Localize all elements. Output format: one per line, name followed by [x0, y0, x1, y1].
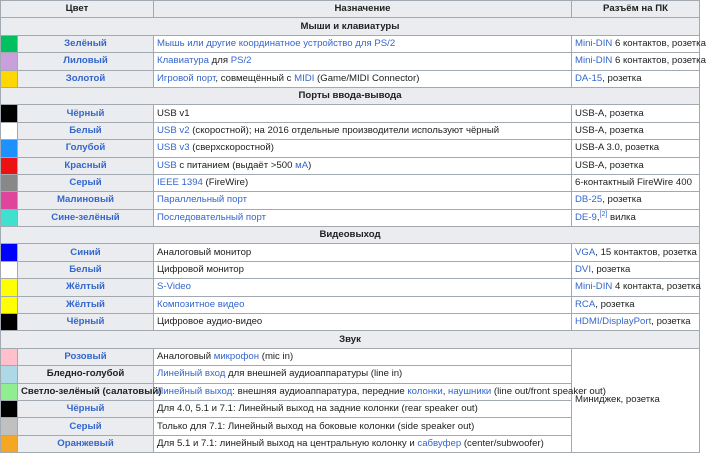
connector-cell [572, 279, 700, 296]
text-fragment: , розетка [602, 72, 642, 84]
text-fragment: , совмещённый с [215, 72, 295, 84]
color-name[interactable]: Лиловый [18, 53, 154, 70]
color-swatch [1, 296, 18, 313]
link[interactable]: мА [295, 159, 309, 171]
connector-cell [572, 157, 700, 174]
table-row [1, 296, 700, 313]
color-swatch [1, 261, 18, 278]
text-fragment: Для 5.1 и 7.1: линейный выход на центральную колонку и [157, 437, 418, 449]
text-fragment: USB-A 3.0, розетка [575, 142, 660, 154]
color-name[interactable]: Зелёный [18, 35, 154, 52]
text-fragment: для внешней аудиоаппаратуры (line in) [225, 368, 403, 380]
color-name: Бледно-голубой [18, 366, 154, 383]
color-swatch [1, 418, 18, 435]
section-title: Звук [1, 331, 700, 348]
link[interactable]: VGA [575, 246, 596, 258]
link[interactable]: сабвуфер [417, 437, 462, 449]
connector-cell [572, 261, 700, 278]
section-title: Мыши и клавиатуры [1, 18, 700, 35]
connector-cell [572, 105, 700, 122]
text-fragment: Только для 7.1: Линейный выход на боковые колонки (side speaker out) [157, 420, 475, 432]
text-fragment: (mic in) [259, 351, 294, 362]
color-swatch [1, 400, 18, 417]
text-fragment: 6-контактный FireWire 400 [575, 177, 692, 189]
color-swatch [1, 435, 18, 452]
color-swatch [1, 279, 18, 296]
link[interactable]: колонки [407, 385, 443, 397]
color-name[interactable]: Серый [18, 174, 154, 191]
purpose-cell [154, 192, 572, 209]
text-fragment: Цифровой монитор [157, 264, 244, 276]
color-swatch [1, 174, 18, 191]
table-row [1, 122, 700, 139]
color-name[interactable]: Синий [18, 244, 154, 261]
purpose-cell [154, 279, 572, 296]
link[interactable]: Мышь или другие координатное устройство для PS/2 [157, 37, 396, 49]
connector-cell [572, 314, 700, 331]
link[interactable]: наушники [448, 385, 492, 397]
table-row [1, 53, 700, 70]
link[interactable]: IEEE 1394 [157, 177, 203, 189]
section-header-row [1, 227, 700, 244]
color-swatch [1, 105, 18, 122]
text-fragment: ) [308, 159, 312, 171]
text-fragment: Цифровое аудио-видео [157, 316, 263, 328]
text-fragment: (скоростной); на 2016 отдельные производители используют чёрный [189, 124, 500, 136]
text-fragment: с питанием (выдаёт >500 [176, 159, 296, 171]
connector-cell [572, 244, 700, 261]
link[interactable]: DVI [575, 264, 591, 276]
text-fragment: : внешняя аудиоаппаратура, передние [232, 385, 408, 397]
purpose-cell [154, 209, 572, 226]
link[interactable]: Линейный вход [157, 368, 226, 380]
link[interactable]: Mini-DIN [575, 37, 613, 49]
text-fragment: USB v1 [157, 107, 190, 119]
color-name[interactable]: Чёрный [18, 314, 154, 331]
connector-cell [572, 35, 706, 52]
text-fragment: , [442, 385, 449, 397]
text-fragment: Аналоговый монитор [157, 246, 252, 258]
text-fragment: 6 контактов, розетка [612, 55, 706, 67]
link[interactable]: USB v2 [157, 124, 190, 136]
text-fragment: 4 контакта, розетка [612, 281, 701, 293]
table-row [1, 192, 700, 209]
table-row [1, 174, 700, 191]
color-name[interactable]: Розовый [18, 348, 154, 365]
table-row [1, 314, 700, 331]
section-title: Порты ввода-вывода [1, 87, 700, 104]
link[interactable]: USB v3 [157, 142, 190, 154]
color-name[interactable]: Красный [18, 157, 154, 174]
text-fragment: , розетка [602, 194, 642, 206]
table-row [1, 244, 700, 261]
connector-cell [572, 140, 700, 157]
color-name[interactable]: Голубой [18, 140, 154, 157]
color-name[interactable]: Жёлтый [18, 279, 154, 296]
color-name[interactable]: Серый [18, 418, 154, 435]
purpose-cell [154, 122, 572, 139]
text-fragment: 6 контактов, розетка [612, 37, 706, 49]
connector-cell-merged: Миниджек, розетка [572, 348, 700, 452]
table-row [1, 35, 700, 52]
link[interactable]: PS/2 [230, 55, 252, 67]
connector-cell [572, 296, 700, 313]
link[interactable]: Последовательный порт [157, 211, 266, 223]
text-fragment: USB-A, розетка [575, 159, 644, 171]
color-name: Светло-зелёный (салатовый) [18, 383, 154, 400]
text-fragment: вилка [607, 211, 636, 223]
purpose-cell [154, 70, 572, 87]
link[interactable]: Композитное видео [157, 298, 245, 310]
text-fragment: USB-A, розетка [575, 107, 644, 119]
color-name[interactable]: Белый [18, 122, 154, 139]
color-swatch [1, 314, 18, 331]
link[interactable]: Mini-DIN [575, 55, 613, 67]
column-header-color: Цвет [1, 1, 154, 18]
color-swatch [1, 383, 18, 400]
link[interactable]: S-Video [157, 281, 191, 293]
connector-cell [572, 209, 700, 226]
section-header-row [1, 331, 700, 348]
color-swatch [1, 157, 18, 174]
table-row [1, 140, 700, 157]
reference-sup: [2] [599, 210, 608, 218]
purpose-cell [154, 383, 606, 400]
text-fragment: (center/subwoofer) [461, 437, 544, 449]
link[interactable]: микрофон [213, 351, 260, 362]
table-row [1, 157, 700, 174]
link[interactable]: Клавиатура [157, 55, 209, 67]
text-fragment: (Game/MIDI Connector) [314, 72, 420, 84]
purpose-cell [154, 261, 572, 278]
color-name[interactable]: Оранжевый [18, 435, 154, 452]
color-name[interactable]: Белый [18, 261, 154, 278]
text-fragment: USB-A, розетка [575, 124, 644, 136]
color-swatch [1, 53, 18, 70]
link[interactable]: RCA [575, 298, 596, 310]
purpose-cell [154, 366, 572, 383]
color-swatch [1, 366, 18, 383]
text-fragment: (сверхскоростной) [189, 142, 274, 154]
table-row [1, 70, 700, 87]
purpose-cell [154, 400, 572, 417]
link[interactable]: HDMI/DisplayPort [575, 316, 652, 328]
purpose-cell [154, 314, 572, 331]
section-header-row [1, 18, 700, 35]
link[interactable]: Mini-DIN [575, 281, 613, 293]
purpose-cell [154, 105, 572, 122]
column-header-connector: Разъём на ПК [572, 1, 700, 18]
purpose-cell [154, 174, 572, 191]
connector-cell [572, 122, 700, 139]
color-name[interactable]: Золотой [18, 70, 154, 87]
link[interactable]: DA-15 [575, 72, 603, 84]
purpose-cell [154, 418, 572, 435]
connector-cell [572, 70, 700, 87]
text-fragment: , розетка [595, 298, 635, 310]
column-header-purpose: Назначение [154, 1, 572, 18]
color-name[interactable]: Малиновый [18, 192, 154, 209]
connector-cell [572, 174, 700, 191]
color-name[interactable]: Чёрный [18, 105, 154, 122]
table-row [1, 261, 700, 278]
color-swatch [1, 140, 18, 157]
purpose-cell [154, 348, 572, 365]
purpose-cell [154, 140, 572, 157]
color-swatch [1, 35, 18, 52]
table-row [1, 209, 700, 226]
section-header-row [1, 87, 700, 104]
color-swatch [1, 244, 18, 261]
color-name[interactable]: Жёлтый [18, 296, 154, 313]
purpose-cell [154, 435, 572, 452]
color-swatch [1, 348, 18, 365]
color-swatch [1, 70, 18, 87]
text-fragment: для [208, 55, 231, 67]
color-swatch [1, 122, 18, 139]
purpose-cell [154, 53, 572, 70]
purpose-cell [154, 157, 572, 174]
link[interactable]: Параллельный порт [157, 194, 247, 206]
link[interactable]: DB-25 [575, 194, 603, 206]
purpose-cell [154, 244, 572, 261]
text-fragment: (FireWire) [202, 177, 249, 189]
section-title: Видеовыход [1, 227, 700, 244]
table-row [1, 279, 700, 296]
text-fragment: Аналоговый [157, 351, 214, 362]
color-name[interactable]: Сине-зелёный [18, 209, 154, 226]
purpose-cell [154, 35, 572, 52]
connector-cell [572, 192, 700, 209]
table-row [1, 348, 700, 365]
color-name[interactable]: Чёрный [18, 400, 154, 417]
text-fragment: (line out/front speaker out) [491, 385, 606, 397]
link[interactable]: MIDI [294, 72, 315, 84]
header-row [1, 1, 700, 18]
color-swatch [1, 209, 18, 226]
link[interactable]: DE-9 [575, 211, 597, 223]
text-fragment: , 15 контактов, розетка [595, 246, 697, 258]
color-swatch [1, 192, 18, 209]
link[interactable]: Игровой порт [157, 72, 216, 84]
link[interactable]: Линейный выход [157, 385, 233, 397]
text-fragment: , розетка [591, 264, 631, 276]
text-fragment: Для 4.0, 5.1 и 7.1: Линейный выход на задние колонки (rear speaker out) [157, 403, 478, 415]
table-row [1, 105, 700, 122]
connector-cell [572, 53, 706, 70]
text-fragment: , розетка [651, 316, 691, 328]
purpose-cell [154, 296, 572, 313]
text-fragment: , [596, 211, 600, 223]
link[interactable]: USB [157, 159, 177, 171]
